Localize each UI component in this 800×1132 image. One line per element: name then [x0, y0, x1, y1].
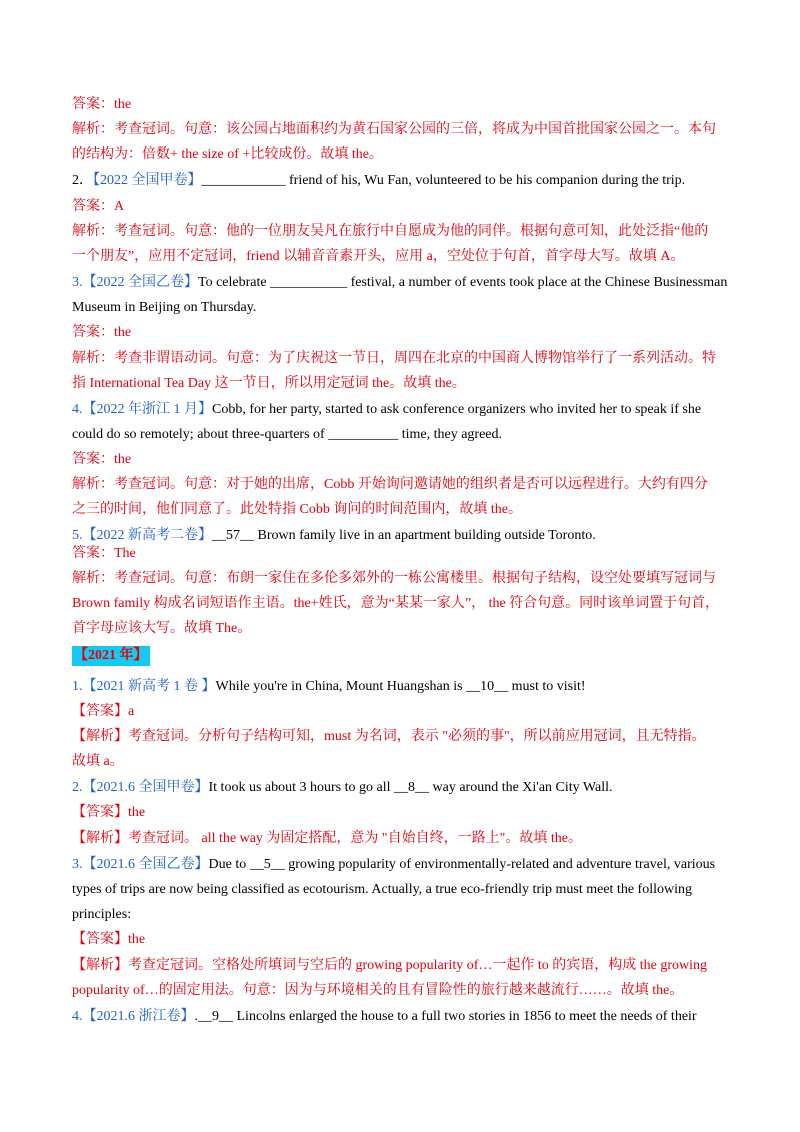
question-source: 【2022 新高考二卷】: [82, 528, 212, 543]
question-text: must to visit!: [508, 679, 586, 694]
question-4-line: [72, 401, 701, 419]
analysis-line: 解析：考查冠词。句意：他的一位朋友吴凡在旅行中自愿成为他的同伴。根据句意可知，此处泛指“他的: [72, 224, 709, 239]
analysis-line: 【解析】考查定冠词。空格处所填词与空后的 growing popularity of…一起作 to 的宾语，构成 the growing: [72, 958, 708, 973]
question-source: 【2022 全国乙卷】: [82, 275, 198, 290]
blank: __________: [328, 427, 399, 442]
question-4-line-cont: [72, 426, 502, 444]
analysis-line: 解析：考查冠词。句意：该公园占地面积约为黄石国家公园的三倍，将成为中国首批国家公园之一。本句: [72, 122, 716, 137]
question-number: 4.: [72, 402, 83, 417]
question-text: .: [194, 1009, 198, 1024]
question-2-line: [72, 172, 685, 190]
question-number: 4.: [72, 1009, 83, 1024]
question-text: festival, a number of events took place at the Chinese Businessman: [347, 275, 728, 290]
question-source: 【2021 新高考 1 卷 】: [82, 679, 216, 694]
q2021-3-line-cont: types of trips are now being classified as ecotourism. Actually, a true eco-friendly trip must meet the following: [72, 882, 692, 897]
question-number: 3.: [72, 857, 83, 872]
q2021-2-line: [72, 779, 613, 797]
question-source: 【2021.6 浙江卷】: [82, 1009, 195, 1024]
q2021-3-line-cont: principles:: [72, 907, 132, 922]
blank: __57__: [212, 528, 254, 543]
answer-line: 【答案】a: [72, 704, 135, 719]
question-number: 5.: [72, 528, 83, 543]
question-text: Brown family live in an apartment building outside Toronto.: [254, 528, 596, 543]
question-number: 2.: [72, 780, 83, 795]
question-text: could do so remotely; about three-quarters of: [72, 427, 329, 442]
blank: ____________: [201, 173, 286, 188]
analysis-line: Brown family 构成名词短语作主语。the+姓氏，意为“某某一家人”， the 符合句意。同时该单词置于句首，: [72, 596, 720, 611]
q2021-4-line: [72, 1008, 697, 1026]
answer-line: 答案：the: [72, 325, 132, 340]
q2021-3-line: [72, 856, 715, 874]
question-text: growing popularity of environmentally-related and adventure travel, various: [284, 857, 716, 872]
analysis-line: 解析：考查冠词。句意：对于她的出席，Cobb 开始询问邀请她的组织者是否可以远程进行。大约有四分: [72, 477, 708, 492]
analysis-line: 【解析】考查冠词。分析句子结构可知，must 为名词，表示 "必须的事"，所以前应用冠词，且无特指。: [72, 729, 706, 744]
q2021-1-line: [72, 678, 586, 696]
analysis-line: 解析：考查非谓语动词。句意：为了庆祝这一节日，周四在北京的中国商人博物馆举行了一系列活动。特: [72, 351, 716, 366]
answer-line: 答案：The: [72, 546, 136, 561]
blank: __5__: [249, 857, 285, 872]
blank: __9__: [198, 1009, 233, 1024]
question-source: 【2022 全国甲卷】: [93, 173, 202, 188]
analysis-line: 一个朋友”，应用不定冠词，friend 以辅音音素开头，应用 a，空处位于句首，首字母大写。故填 A。: [72, 249, 685, 264]
question-number: 2．: [72, 173, 93, 188]
answer-line: 答案：A: [72, 199, 125, 214]
analysis-line: 解析：考查冠词。句意：布朗一家住在多伦多郊外的一栋公寓楼里。根据句子结构，设空处要填写冠词与: [72, 571, 716, 586]
question-source: 【2022 年浙江 1 月】: [82, 402, 212, 417]
question-text: To celebrate: [198, 275, 271, 290]
section-heading-2021: 【2021 年】: [72, 646, 150, 666]
analysis-line: 故填 a。: [72, 754, 124, 769]
question-source: 【2021.6 全国甲卷】: [82, 780, 209, 795]
blank: __8__: [394, 780, 429, 795]
analysis-line: 【解析】考查冠词。 all the way 为固定搭配，意为 "自始自终，一路上"。故填 the。: [72, 831, 582, 846]
question-text: friend of his, Wu Fan, volunteered to be his companion during the trip.: [285, 173, 686, 188]
analysis-line: 首字母应该大写。故填 The。: [72, 621, 252, 636]
question-5-line: [72, 527, 596, 545]
question-text: time, they agreed.: [398, 427, 502, 442]
answer-line: 【答案】the: [72, 805, 146, 820]
analysis-line: popularity of…的固定用法。句意：因为与环境相关的且有冒险性的旅行越来越流行……。故填 the。: [72, 983, 684, 998]
question-text: way around the Xi'an City Wall.: [429, 780, 613, 795]
answer-line: 【答案】the: [72, 932, 146, 947]
question-text: Due to: [208, 857, 250, 872]
answer-line: 答案：the: [72, 97, 132, 112]
question-number: 3.: [72, 275, 83, 290]
question-text: Cobb, for her party, started to ask conference organizers who invited her to speak if she: [212, 402, 702, 417]
blank: ___________: [270, 275, 348, 290]
analysis-line: 的结构为：倍数+ the size of +比较成份。故填 the。: [72, 147, 383, 162]
question-text: Lincolns enlarged the house to a full two stories in 1856 to meet the needs of their: [233, 1009, 697, 1024]
question-3-line-cont: Museum in Beijing on Thursday.: [72, 300, 257, 315]
blank: __10__: [466, 679, 509, 694]
question-number: 1.: [72, 679, 83, 694]
question-text: While you're in China, Mount Huangshan is: [215, 679, 467, 694]
analysis-line: 之三的时间，他们同意了。此处特指 Cobb 询问的时间范围内，故填 the。: [72, 502, 522, 517]
question-text: It took us about 3 hours to go all: [208, 780, 394, 795]
analysis-line: 指 International Tea Day 这一节日，所以用定冠词 the。故填 the。: [72, 376, 466, 391]
question-3-line: [72, 274, 727, 292]
question-source: 【2021.6 全国乙卷】: [82, 857, 209, 872]
answer-line: 答案：the: [72, 452, 132, 467]
